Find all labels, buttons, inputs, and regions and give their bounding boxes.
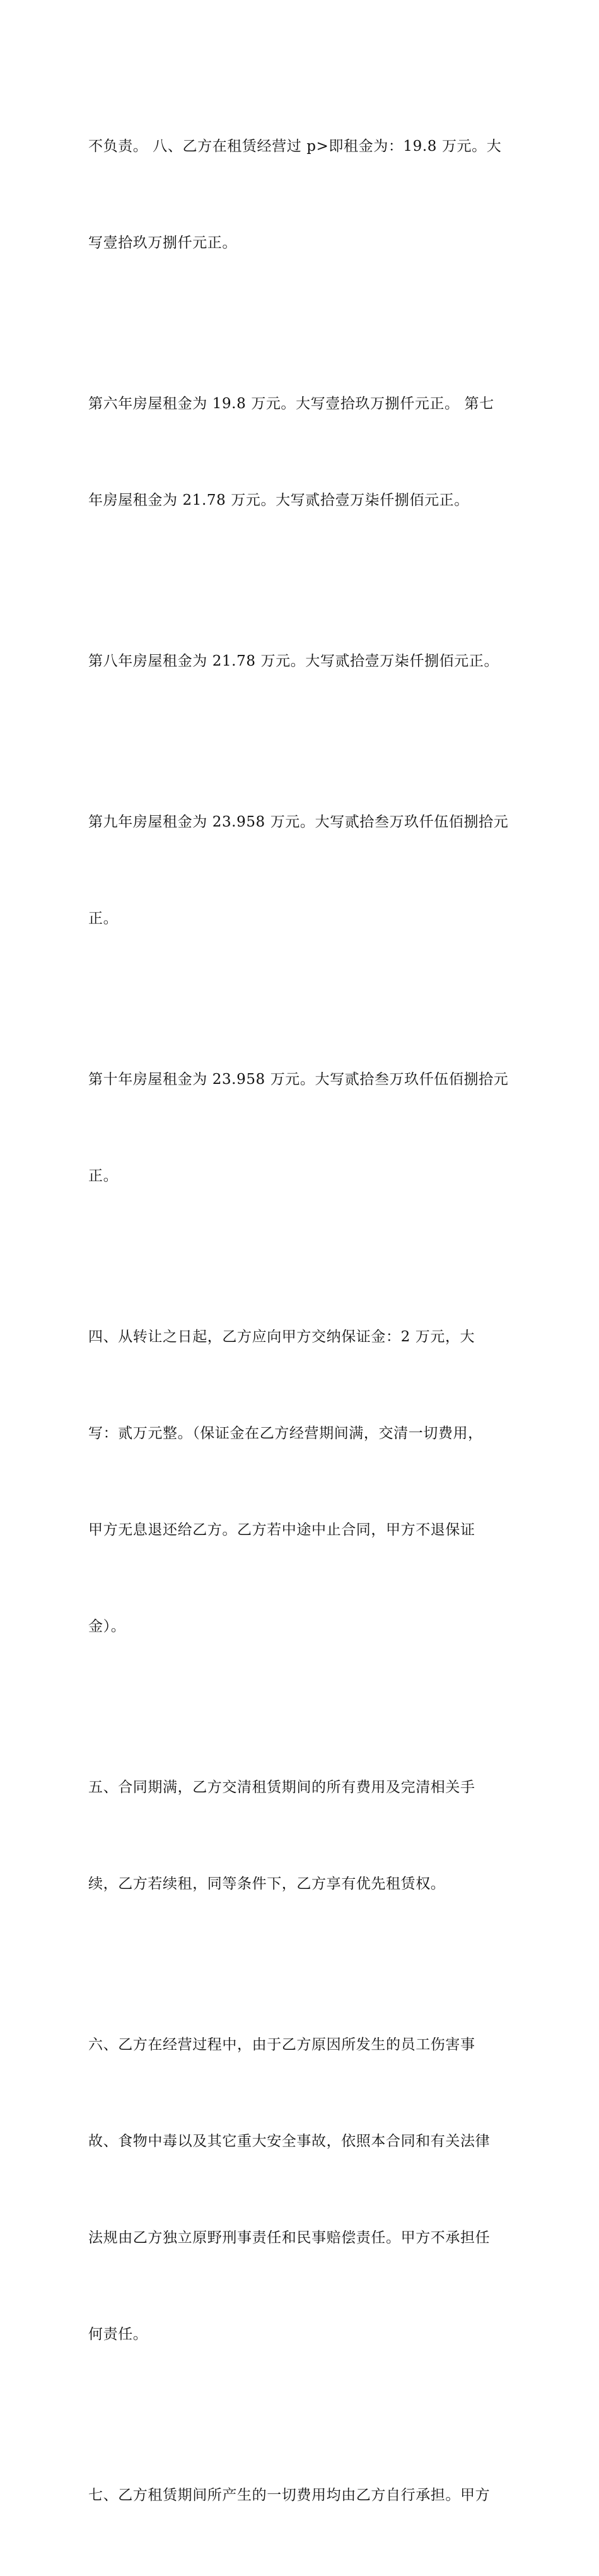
paragraph-rent-year-8 — [88, 581, 517, 742]
text-line: 故、食物中毒以及其它重大安全事故，依照本合同和有关法律 — [88, 2133, 491, 2150]
paragraph-rent-year-9 — [88, 742, 517, 999]
text-line: 金）。 — [88, 1618, 126, 1635]
text-line: 何责任。 — [88, 2326, 148, 2343]
document-body — [88, 66, 517, 2576]
text-line: 年房屋租金为 21.78 万元。大写贰拾壹万柒仟捌佰元正。 — [88, 492, 469, 509]
text-line: 正。 — [88, 1168, 119, 1184]
clause-5-renewal — [88, 1707, 517, 1965]
text-line: 甲方无息退还给乙方。乙方若中途中止合同，甲方不退保证 — [88, 1522, 475, 1538]
text-line: 写：贰万元整。（保证金在乙方经营期间满，交清一切费用， — [88, 1425, 483, 1442]
text-line: 五、合同期满，乙方交清租赁期间的所有费用及完清相关手 — [88, 1779, 475, 1796]
paragraph-rent-year-5 — [88, 66, 517, 324]
text-line: 第六年房屋租金为 19.8 万元。大写壹拾玖万捌仟元正。 第七 — [88, 396, 494, 412]
text-line: 第九年房屋租金为 23.958 万元。大写贰拾叁万玖仟伍佰捌拾元 — [88, 814, 509, 830]
text-line: 第八年房屋租金为 21.78 万元。大写贰拾壹万柒仟捌佰元正。 — [88, 653, 499, 669]
text-line: 四、从转让之日起，乙方应向甲方交纳保证金：2 万元，大 — [88, 1329, 475, 1345]
text-line: 写壹拾玖万捌仟元正。 — [88, 235, 237, 251]
text-line: 正。 — [88, 910, 119, 927]
text-line: 七、乙方租赁期间所产生的一切费用均由乙方自行承担。甲方 — [88, 2487, 491, 2503]
text-line: 续，乙方若续租，同等条件下，乙方享有优先租赁权。 — [88, 1876, 446, 1892]
text-line: 不负责。 八、乙方在租赁经营过 p>即租金为：19.8 万元。大 — [88, 138, 502, 155]
text-line: 第十年房屋租金为 23.958 万元。大写贰拾叁万玖仟伍佰捌拾元 — [88, 1071, 509, 1088]
clause-4-deposit — [88, 1257, 517, 1707]
text-line: 六、乙方在经营过程中，由于乙方原因所发生的员工伤害事 — [88, 2037, 475, 2053]
clause-6-liability — [88, 1965, 517, 2415]
paragraph-rent-year-6-7 — [88, 324, 517, 581]
text-line: 法规由乙方独立原野刑事责任和民事赔偿责任。甲方不承担任 — [88, 2230, 491, 2246]
clause-7-expenses — [88, 2415, 517, 2576]
paragraph-rent-year-10 — [88, 999, 517, 1257]
